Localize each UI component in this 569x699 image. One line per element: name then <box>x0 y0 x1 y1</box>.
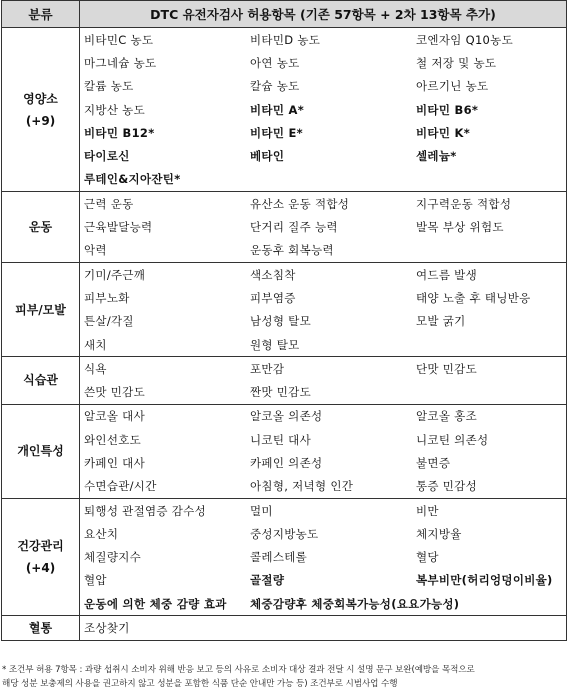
section-row <box>2 404 567 498</box>
test-item: 근력 운동 <box>84 196 134 211</box>
test-item: 철 저장 및 농도 <box>416 55 497 70</box>
allowed-items-table <box>1 0 567 641</box>
item-row <box>80 380 566 403</box>
test-item: 비타민C 농도 <box>84 32 154 47</box>
test-item <box>412 380 566 403</box>
test-item: 알코올 의존성 <box>250 409 323 424</box>
category-name: 식습관 <box>23 373 58 388</box>
test-item: 모발 굵기 <box>416 314 466 329</box>
test-item: 요산치 <box>84 526 119 541</box>
test-item: 원형 탈모 <box>250 337 300 352</box>
items-cell <box>80 498 567 615</box>
item-row <box>80 569 566 592</box>
test-item: 비만 <box>416 503 439 518</box>
footnote-line-2: 해당 성분 보충제의 사용을 권고하지 않고 성분을 포함한 식품 단순 안내만 가능 등) 조건부로 시범사업 수행 <box>2 679 398 689</box>
test-item: 발목 부상 위험도 <box>416 220 504 235</box>
table-header-row <box>2 1 567 28</box>
item-row <box>80 121 566 144</box>
test-item: 칼슘 농도 <box>250 79 300 94</box>
section-row <box>2 192 567 263</box>
test-item: 카페인 의존성 <box>250 455 323 470</box>
test-item: 운동에 의한 체중 감량 효과 <box>84 596 227 611</box>
test-item: 색소침착 <box>250 267 296 282</box>
test-item: 아침형, 저녁형 인간 <box>250 479 354 494</box>
item-row <box>80 239 566 262</box>
test-item: 쓴맛 민감도 <box>84 385 145 400</box>
test-item: 체지방율 <box>416 526 462 541</box>
item-row <box>80 98 566 121</box>
item-row <box>80 192 566 215</box>
test-item <box>412 168 566 191</box>
items-grid <box>80 263 566 356</box>
test-item: 새치 <box>84 337 107 352</box>
item-row <box>80 263 566 286</box>
test-item: 비타민 B6* <box>416 102 479 117</box>
test-item: 피부노화 <box>84 290 130 305</box>
test-item: 혈당 <box>416 550 439 565</box>
test-item: 남성형 탈모 <box>250 314 311 329</box>
test-item: 골절량 <box>250 573 285 588</box>
test-item: 비타민 A* <box>250 102 305 117</box>
test-item: 단맛 민감도 <box>416 361 477 376</box>
test-item: 타이로신 <box>84 149 130 164</box>
items-grid <box>80 616 566 639</box>
item-row <box>80 286 566 309</box>
test-item: 식욕 <box>84 361 107 376</box>
test-item: 비타민 K* <box>416 125 471 140</box>
test-item: 태양 노출 후 태닝반응 <box>416 290 531 305</box>
item-row <box>80 51 566 74</box>
test-item <box>246 616 412 639</box>
section-row <box>2 616 567 640</box>
item-row <box>80 451 566 474</box>
section-row <box>2 498 567 615</box>
items-cell <box>80 28 567 192</box>
test-item <box>246 168 412 191</box>
item-row <box>80 168 566 191</box>
test-item: 수면습관/시간 <box>84 479 157 494</box>
section-row <box>2 262 567 356</box>
items-cell <box>80 357 567 405</box>
category-cell <box>2 616 80 640</box>
test-item: 중성지방농도 <box>250 526 319 541</box>
item-row <box>80 75 566 98</box>
items-grid <box>80 499 566 615</box>
test-item: 포만감 <box>250 361 285 376</box>
test-item: 복부비만(허리엉덩이비율) <box>416 573 553 588</box>
test-item: 조상찾기 <box>84 621 130 636</box>
test-item: 통증 민감성 <box>416 479 477 494</box>
category-name: 영양소 <box>23 91 58 106</box>
item-row <box>80 310 566 333</box>
test-item: 악력 <box>84 243 107 258</box>
category-count: (+4) <box>25 561 56 576</box>
footnote-line-1: * 조건부 허용 7항목 : 과량 섭취시 소비자 위해 반응 보고 등의 사유로 소비자 대상 결과 전달 시 설명 문구 보완(예방을 목적으로 <box>2 665 475 675</box>
test-item: 짠맛 민감도 <box>250 385 311 400</box>
test-item: 멀미 <box>250 503 273 518</box>
test-item: 베타인 <box>250 149 285 164</box>
test-item: 마그네슘 농도 <box>84 55 157 70</box>
test-item: 비타민D 농도 <box>250 32 321 47</box>
items-grid <box>80 357 566 404</box>
test-item: 콜레스테롤 <box>250 550 308 565</box>
test-item: 알코올 대사 <box>84 409 145 424</box>
test-item: 루테인&지아잔틴* <box>84 172 181 187</box>
test-item: 아연 농도 <box>250 55 300 70</box>
category-cell <box>2 498 80 615</box>
item-row <box>80 215 566 238</box>
item-row <box>80 616 566 639</box>
test-item: 근육발달능력 <box>84 220 153 235</box>
test-item: 비타민 E* <box>250 125 303 140</box>
test-item: 단거리 질주 능력 <box>250 220 338 235</box>
category-cell <box>2 262 80 356</box>
items-grid <box>80 405 566 498</box>
test-item <box>412 616 566 639</box>
test-item: 체중감량후 체중회복가능성(요요가능성) <box>250 596 460 611</box>
test-item: 유산소 운동 적합성 <box>250 196 350 211</box>
item-row <box>80 592 566 615</box>
item-row <box>80 522 566 545</box>
test-item: 튼살/각질 <box>84 314 134 329</box>
test-item: 여드름 발생 <box>416 267 477 282</box>
table-title: DTC 유전자검사 허용항목 (기존 57항목 + 2차 13항목 추가) <box>80 1 567 28</box>
category-cell <box>2 357 80 405</box>
category-cell <box>2 404 80 498</box>
items-grid <box>80 192 566 262</box>
section-row <box>2 357 567 405</box>
test-item: 혈압 <box>84 573 107 588</box>
category-cell <box>2 28 80 192</box>
test-item: 운동후 회복능력 <box>250 243 334 258</box>
item-row <box>80 405 566 428</box>
item-row <box>80 144 566 167</box>
test-item: 칼륨 농도 <box>84 79 134 94</box>
category-name: 건강관리 <box>17 539 64 554</box>
test-item: 피부염증 <box>250 290 296 305</box>
item-row <box>80 28 566 51</box>
item-row <box>80 546 566 569</box>
test-item: 코엔자임 Q10농도 <box>416 32 513 47</box>
test-item: 체질량지수 <box>84 550 142 565</box>
test-item: 알코올 홍조 <box>416 409 477 424</box>
section-row <box>2 28 567 192</box>
test-item <box>412 333 566 356</box>
items-cell <box>80 404 567 498</box>
category-name: 운동 <box>28 220 53 235</box>
item-row <box>80 333 566 356</box>
test-item: 니코틴 대사 <box>250 432 311 447</box>
category-name: 혈통 <box>28 621 53 636</box>
item-row <box>80 428 566 451</box>
test-item: 불면증 <box>416 455 451 470</box>
test-item: 지방산 농도 <box>84 102 145 117</box>
test-item: 셀레늄* <box>416 149 457 164</box>
items-cell <box>80 262 567 356</box>
test-item: 기미/주근깨 <box>84 267 146 282</box>
test-item: 카페인 대사 <box>84 455 145 470</box>
items-grid <box>80 28 566 191</box>
category-name: 피부/모발 <box>15 302 66 317</box>
item-row <box>80 499 566 522</box>
test-item: 니코틴 의존성 <box>416 432 489 447</box>
footnote <box>2 663 567 691</box>
test-item: 지구력운동 적합성 <box>416 196 512 211</box>
test-item: 비타민 B12* <box>84 125 155 140</box>
category-header: 분류 <box>2 1 80 28</box>
test-item: 와인선호도 <box>84 432 142 447</box>
category-count: (+9) <box>25 113 56 128</box>
category-cell <box>2 192 80 263</box>
category-name: 개인특성 <box>17 444 64 459</box>
items-cell <box>80 616 567 640</box>
test-item <box>412 239 566 262</box>
items-cell <box>80 192 567 263</box>
test-item: 퇴행성 관절염증 감수성 <box>84 503 206 518</box>
test-item: 아르기닌 농도 <box>416 79 489 94</box>
item-row <box>80 357 566 380</box>
item-row <box>80 475 566 498</box>
